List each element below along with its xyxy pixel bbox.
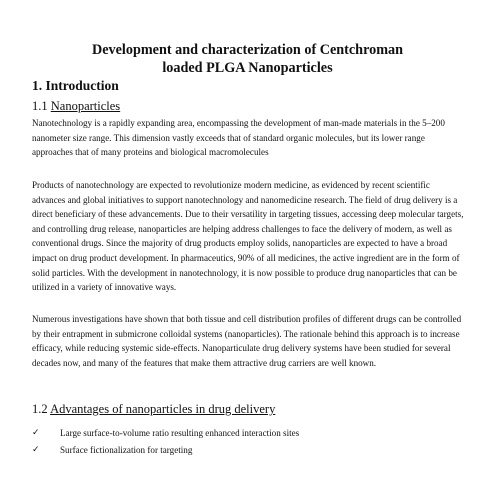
checkmark-icon: ✓ bbox=[32, 444, 40, 455]
paragraph-3: Numerous investigations have shown that both tissue and cell distribution profiles of different drugs can be controlled by their entrapment in submicrone colloidal systems (nanoparticles). The rationale behind this approach is to increase efficacy, while reducing systemic side-effects. Nanoparticulate drug delivery systems have been studied for several decades now, and many of the features that make them attractive drug carriers are well known. bbox=[32, 314, 462, 368]
subsection-number: 1.1 bbox=[32, 99, 48, 113]
subsection-heading-advantages bbox=[32, 402, 275, 417]
paragraph-1: Nanotechnology is a rapidly expanding area, encompassing the development of man-made materials in the 5–200 nanometer size range. This dimension vastly exceeds that of standard organic molecules, but its lower range approaches that of many proteins and biological macromolecules bbox=[32, 118, 445, 158]
subsection-heading-nanoparticles bbox=[32, 99, 120, 114]
list-item bbox=[32, 424, 299, 441]
title-line-2: loaded PLGA Nanoparticles bbox=[162, 60, 333, 76]
list-item-text: Large surface-to-volume ratio resulting enhanced interaction sites bbox=[60, 427, 300, 438]
list-item-text: Surface fictionalization for targeting bbox=[60, 444, 193, 455]
paragraph-2: Products of nanotechnology are expected to revolutionize modern medicine, as evidenced by recent scientific advances and global initiatives to support nanotechnology and nanomedicine research. The field of drug delivery is a direct beneficiary of these advancements. Due to their versatility in targeting tissues, accessing deep molecular targets, and controlling drug release, nanoparticles are helping address challenges to face the delivery of modern, as well as conventional drugs. Since the majority of drug products employ solids, nanoparticles are expected to have a broad impact on drug product development. In pharmaceutics, 90% of all medicines, the active ingredient are in the form of solid particles. With the development in nanotechnology, it is now possible to produce drug nanoparticles that can be utilized in a variety of innovative ways. bbox=[32, 180, 464, 293]
document-title bbox=[0, 41, 495, 77]
subsection-title: Advantages of nanoparticles in drug delivery bbox=[50, 402, 276, 416]
checkmark-icon: ✓ bbox=[32, 427, 40, 438]
advantages-list bbox=[32, 424, 299, 458]
title-line-1: Development and characterization of Centchroman bbox=[91, 42, 404, 58]
section-heading: 1. Introduction bbox=[32, 78, 119, 93]
subsection-title: Nanoparticles bbox=[50, 99, 121, 113]
list-item bbox=[32, 441, 299, 458]
subsection-number: 1.2 bbox=[32, 402, 48, 416]
